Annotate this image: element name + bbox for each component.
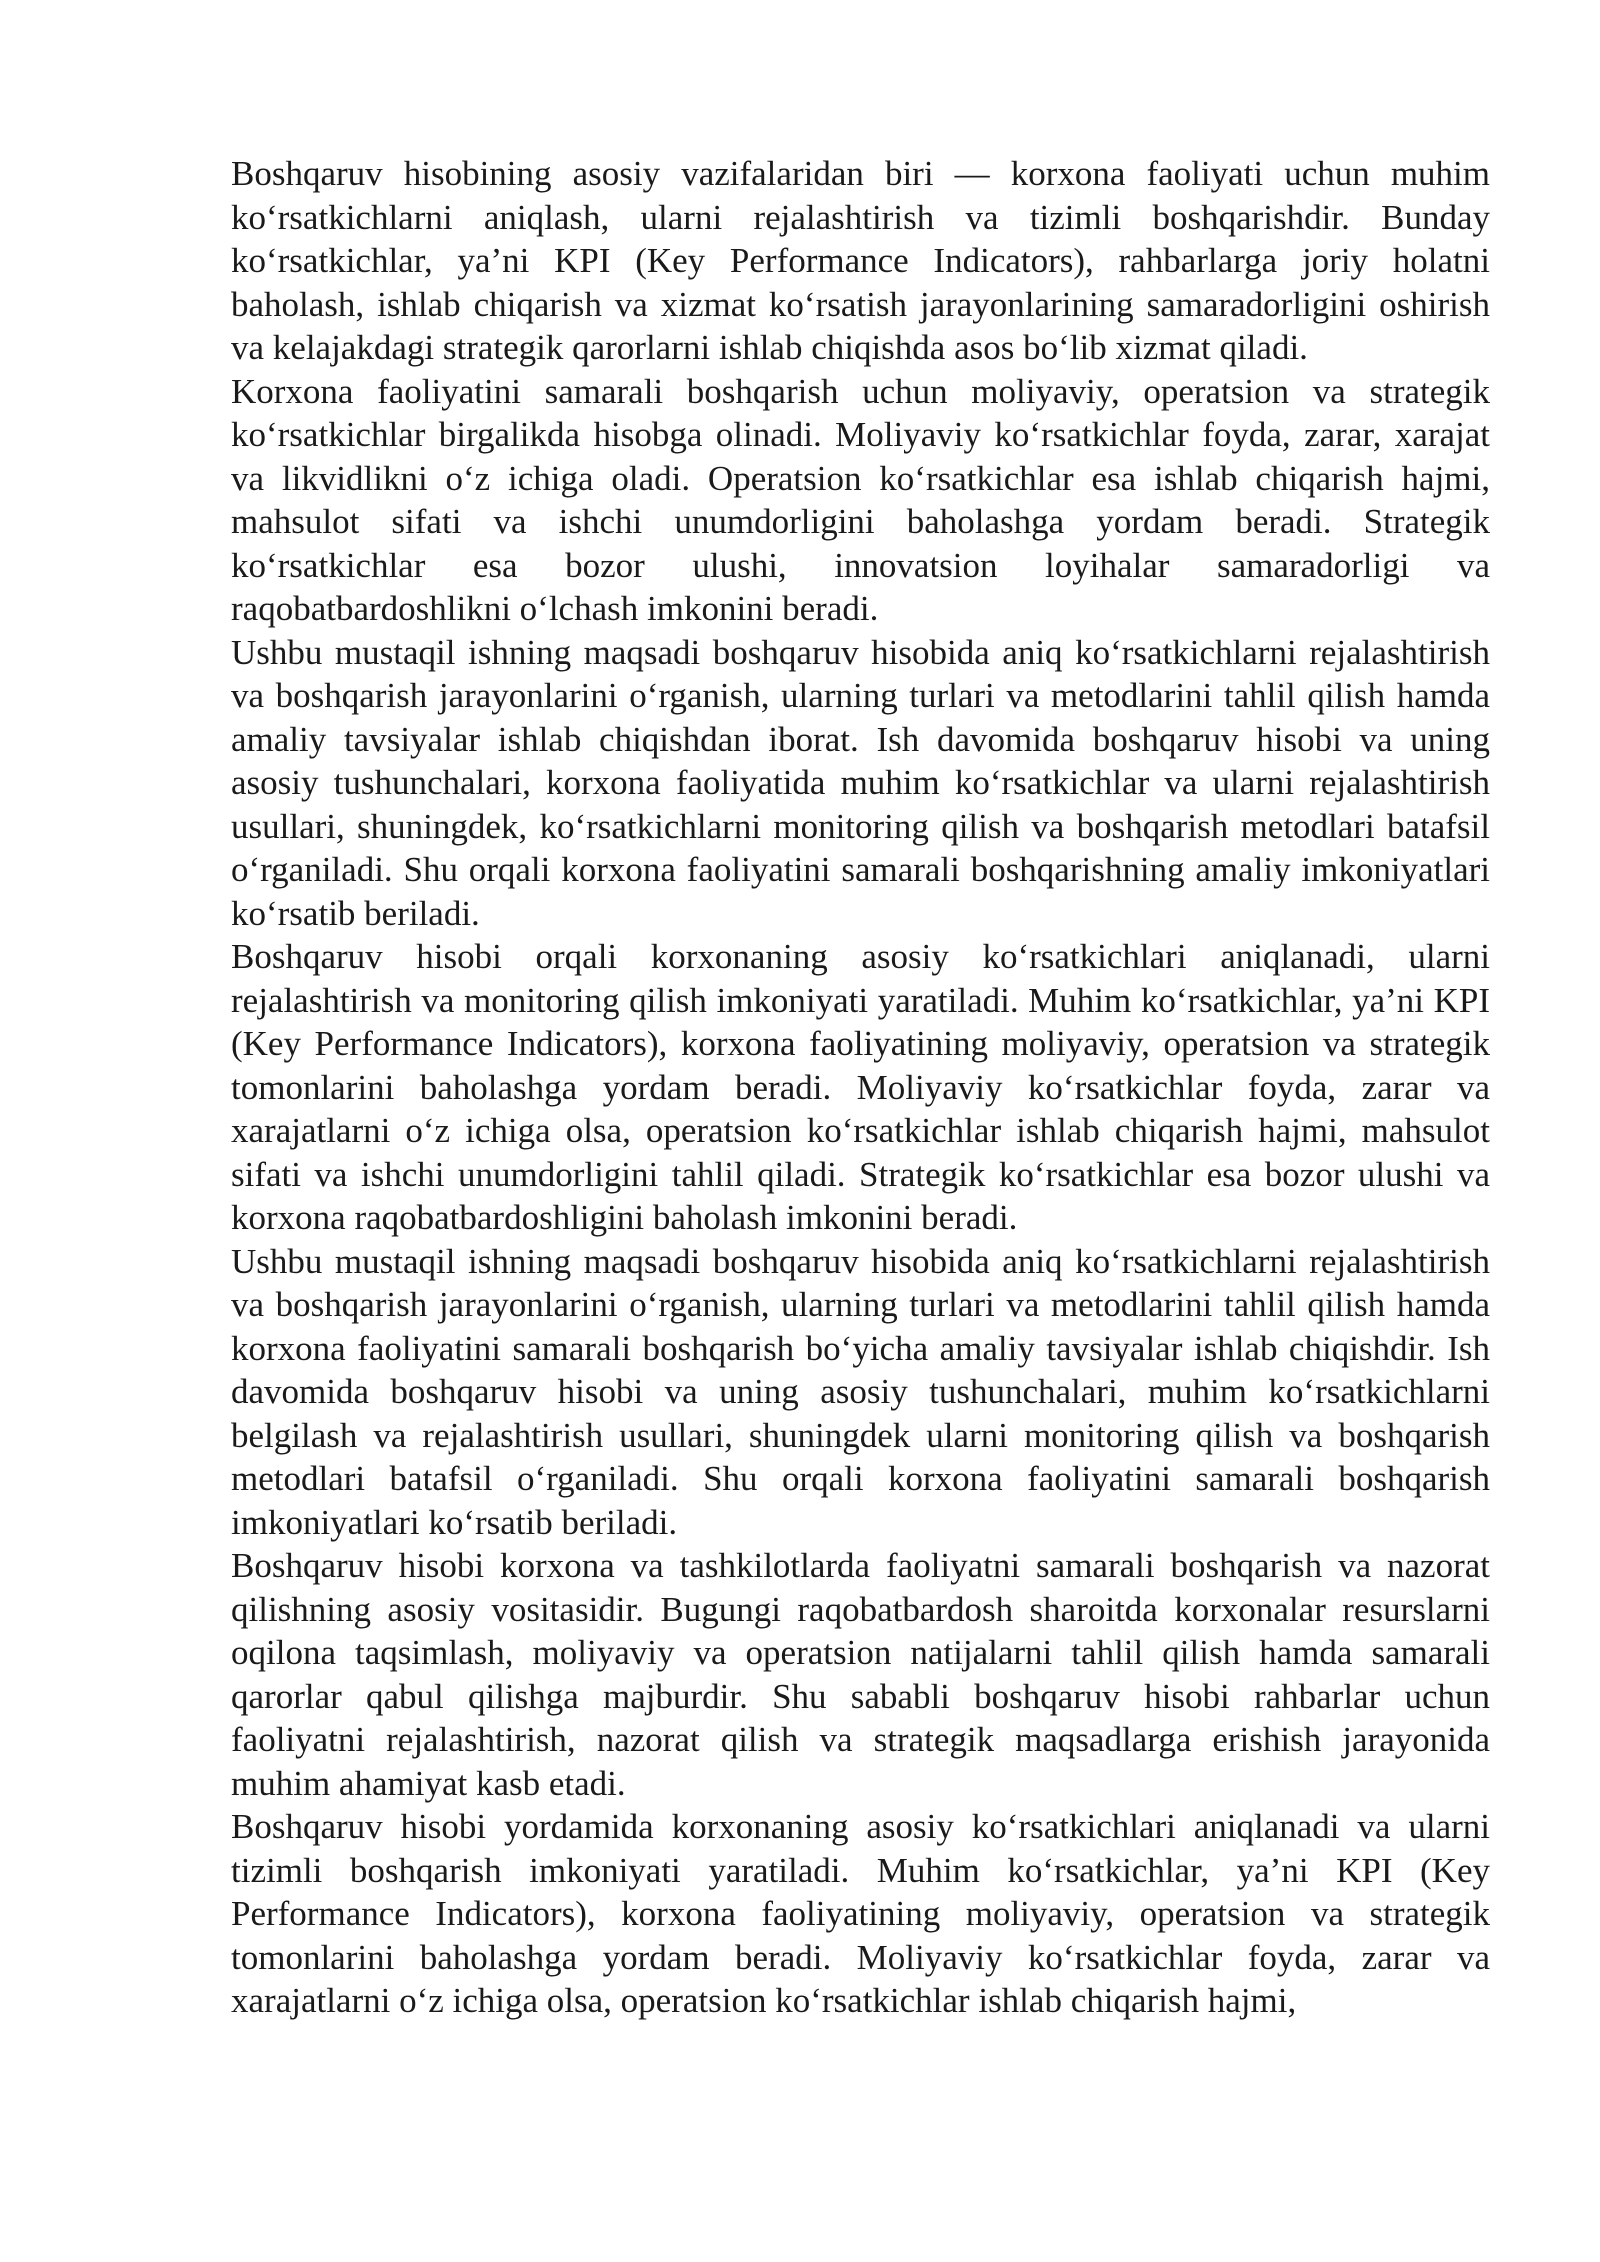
- paragraph-2: Korxona faoliyatini samarali boshqarish uchun moliyaviy, operatsion va strategik ko‘rsatkichlar birgalikda hisobga olinadi. Moliyaviy ko‘rsatkichlar foyda, zarar, xarajat va likvidlikni o‘z ichiga oladi. Operatsion ko‘rsatkichlar esa ishlab chiqarish hajmi, mahsulot sifati va ishchi unumdorligini baholashga yordam beradi. Strategik ko‘rsatkichlar esa bozor ulushi, innovatsion loyihalar samaradorligi va raqobatbardoshlikni o‘lchash imkonini beradi.: [231, 371, 1490, 628]
- paragraph-1: Boshqaruv hisobining asosiy vazifalaridan biri — korxona faoliyati uchun muhim ko‘rsatkichlarni aniqlash, ularni rejalashtirish va tizimli boshqarishdir. Bunday ko‘rsatkichlar, ya’ni KPI (Key Performance Indicators), rahbarlarga joriy holatni baholash, ishlab chiqarish va xizmat ko‘rsatish jarayonlarining samaradorligini oshirish va kelajakdagi strategik qarorlarni ishlab chiqishda asos bo‘lib xizmat qiladi.: [231, 154, 1490, 367]
- paragraph-6: Boshqaruv hisobi korxona va tashkilotlarda faoliyatni samarali boshqarish va nazorat qilishning asosiy vositasidir. Bugungi raqobatbardosh sharoitda korxonalar resurslarni oqilona taqsimlash, moliyaviy va operatsion natijalarni tahlil qilish hamda samarali qarorlar qabul qilishga majburdir. Shu sababli boshqaruv hisobi rahbarlar uchun faoliyatni rejalashtirish, nazorat qilish va strategik maqsadlarga erishish jarayonida muhim ahamiyat kasb etadi.: [231, 1546, 1490, 1803]
- paragraph-7: Boshqaruv hisobi yordamida korxonaning asosiy ko‘rsatkichlari aniqlanadi va ularni tizimli boshqarish imkoniyati yaratiladi. Muhim ko‘rsatkichlar, ya’ni KPI (Key Performance Indicators), korxona faoliyatining moliyaviy, operatsion va strategik tomonlarini baholashga yordam beradi. Moliyaviy ko‘rsatkichlar foyda, zarar va xarajatlarni o‘z ichiga olsa, operatsion ko‘rsatkichlar ishlab chiqarish hajmi,: [231, 1807, 1490, 2020]
- paragraph-4: Boshqaruv hisobi orqali korxonaning asosiy ko‘rsatkichlari aniqlanadi, ularni rejalashtirish va monitoring qilish imkoniyati yaratiladi. Muhim ko‘rsatkichlar, ya’ni KPI (Key Performance Indicators), korxona faoliyatining moliyaviy, operatsion va strategik tomonlarini baholashga yordam beradi. Moliyaviy ko‘rsatkichlar foyda, zarar va xarajatlarni o‘z ichiga olsa, operatsion ko‘rsatkichlar ishlab chiqarish hajmi, mahsulot sifati va ishchi unumdorligini tahlil qiladi. Strategik ko‘rsatkichlar esa bozor ulushi va korxona raqobatbardoshligini baholash imkonini beradi.: [231, 937, 1490, 1237]
- body-text: [231, 152, 1490, 2023]
- paragraph-3: Ushbu mustaqil ishning maqsadi boshqaruv hisobida aniq ko‘rsatkichlarni rejalashtirish va boshqarish jarayonlarini o‘rganish, ularning turlari va metodlarini tahlil qilish hamda amaliy tavsiyalar ishlab chiqishdan iborat. Ish davomida boshqaruv hisobi va uning asosiy tushunchalari, korxona faoliyatida muhim ko‘rsatkichlar va ularni rejalashtirish usullari, shuningdek, ko‘rsatkichlarni monitoring qilish va boshqarish metodlari batafsil o‘rganiladi. Shu orqali korxona faoliyatini samarali boshqarishning amaliy imkoniyatlari ko‘rsatib beriladi.: [231, 632, 1490, 933]
- paragraph-5: Ushbu mustaqil ishning maqsadi boshqaruv hisobida aniq ko‘rsatkichlarni rejalashtirish va boshqarish jarayonlarini o‘rganish, ularning turlari va metodlarini tahlil qilish hamda korxona faoliyatini samarali boshqarish bo‘yicha amaliy tavsiyalar ishlab chiqishdir. Ish davomida boshqaruv hisobi va uning asosiy tushunchalari, muhim ko‘rsatkichlarni belgilash va rejalashtirish usullari, shuningdek ularni monitoring qilish va boshqarish metodlari batafsil o‘rganiladi. Shu orqali korxona faoliyatini samarali boshqarish imkoniyatlari ko‘rsatib beriladi.: [231, 1241, 1490, 1542]
